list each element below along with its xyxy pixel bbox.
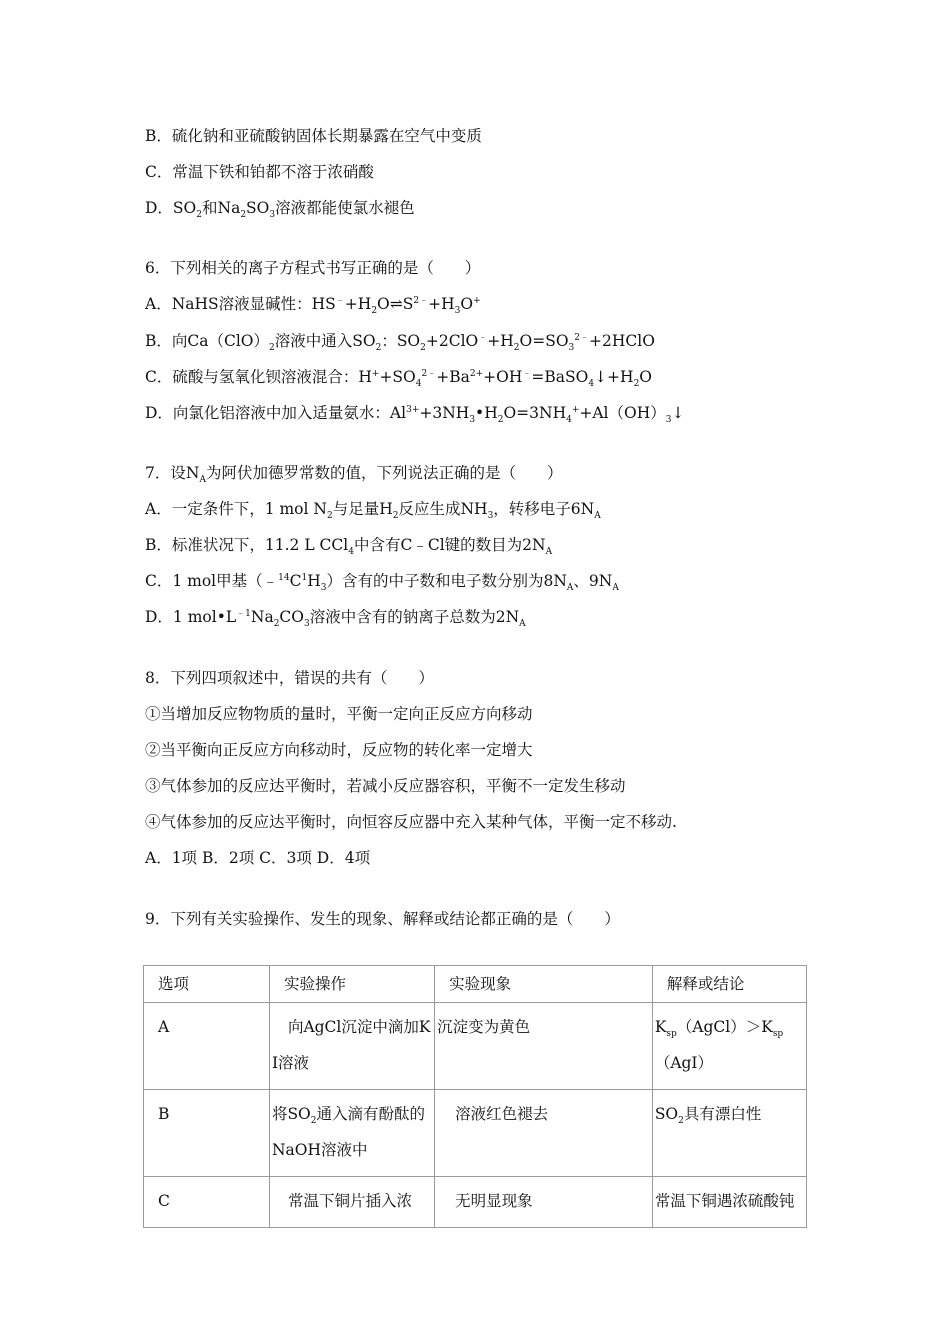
q6-option-a: A．NaHS溶液显碱性：$HS^﹣+H_2O\rightleftharpoons S^{2﹣}+H_3O^+$ xyxy=(145,295,481,317)
q5-option-c: C．常温下铁和铂都不溶于浓硝酸 xyxy=(145,163,374,181)
q5-option-d: D．$SO_2$和$Na_2SO_3$溶液都能使氯水褪色 xyxy=(145,199,415,221)
table-row xyxy=(144,1090,807,1177)
q8-statement-4: ④气体参加的反应达平衡时，向恒容反应器中充入某种气体，平衡一定不移动. xyxy=(145,813,677,831)
q8-options: A．1项 B．2项 C．3项 D．4项 xyxy=(145,849,371,867)
row-a-option: A xyxy=(144,1003,270,1090)
q9-stem: 9．下列有关实验操作、发生的现象、解释或结论都正确的是（ ） xyxy=(145,910,620,928)
header-phenomenon: 实验现象 xyxy=(435,966,653,1003)
q6-option-c: C．硫酸与氢氧化钡溶液混合：$H^++SO_4^{2﹣}+Ba^{2+}+OH^﹣=BaSO_4↓+H_2O$ xyxy=(145,368,653,390)
q7-option-a: A．一定条件下，1 mol $N_2$与足量$H_2$反应生成$NH_3$，转移电子$6N_A$ xyxy=(145,500,601,522)
row-b-phenomenon: 溶液红色褪去 xyxy=(435,1090,653,1177)
row-c-option: C xyxy=(144,1177,270,1228)
q7-option-c: C．1 mol甲基$(﹣^{14}C^1H_3)$含有的中子数和电子数分别为$8N_A$、$9N_A$ xyxy=(145,572,619,594)
header-operation: 实验操作 xyxy=(269,966,434,1003)
q8-statement-3: ③气体参加的反应达平衡时，若减小反应器容积，平衡不一定发生移动 xyxy=(145,777,626,795)
q8-statement-2: ②当平衡向正反应方向移动时，反应物的转化率一定增大 xyxy=(145,741,533,759)
q6-stem: 6．下列相关的离子方程式书写正确的是（ ） xyxy=(145,259,481,277)
q7-option-d: D．1 $mol•L^{﹣1}Na_2CO_3$溶液中含有的钠离子总数为$2N_A$ xyxy=(145,608,526,630)
q7-option-b: B．标准状况下，11.2 L CCl$_4$中含有C﹣Cl键的数目为$2N_A$ xyxy=(145,536,553,558)
row-b-conclusion: $SO_2$具有漂白性 xyxy=(652,1090,806,1177)
row-a-conclusion: $K_{sp}(AgCl)>K_{sp}(AgI)$ xyxy=(652,1003,806,1090)
row-a-phenomenon: 沉淀变为黄色 xyxy=(435,1003,653,1090)
experiment-table xyxy=(143,965,807,1228)
row-c-operation: 常温下铜片插入浓 xyxy=(269,1177,434,1228)
row-b-operation: 将$SO_2$通入滴有酚酞的NaOH溶液中 xyxy=(269,1090,434,1177)
row-a-operation: 向AgCl沉淀中滴加KI溶液 xyxy=(269,1003,434,1090)
row-b-option: B xyxy=(144,1090,270,1177)
q8-statement-1: ①当增加反应物物质的量时，平衡一定向正反应方向移动 xyxy=(145,705,533,723)
header-option: 选项 xyxy=(144,966,270,1003)
q5-option-b: B．硫化钠和亚硫酸钠固体长期暴露在空气中变质 xyxy=(145,127,482,145)
q8-stem: 8．下列四项叙述中，错误的共有（ ） xyxy=(145,669,434,687)
row-c-conclusion: 常温下铜遇浓硫酸钝 xyxy=(652,1177,806,1228)
header-conclusion: 解释或结论 xyxy=(652,966,806,1003)
q7-stem: 7．设$N_A$为阿伏加德罗常数的值，下列说法正确的是（ ） xyxy=(145,464,563,486)
table-header-row xyxy=(144,966,807,1003)
table-row xyxy=(144,1177,807,1228)
q6-option-d: D．向氯化铝溶液中加入适量氨水：$Al^{3+}+3NH_3•H_2O=3NH_4^++Al(OH)_3↓$ xyxy=(145,404,685,426)
row-c-phenomenon: 无明显现象 xyxy=(435,1177,653,1228)
table-row xyxy=(144,1003,807,1090)
q6-option-b: B．向$Ca(ClO)_2$溶液中通入$SO_2$：$SO_2+2ClO^﹣+H_2O=SO_3^{2﹣}+2HClO$ xyxy=(145,332,655,354)
